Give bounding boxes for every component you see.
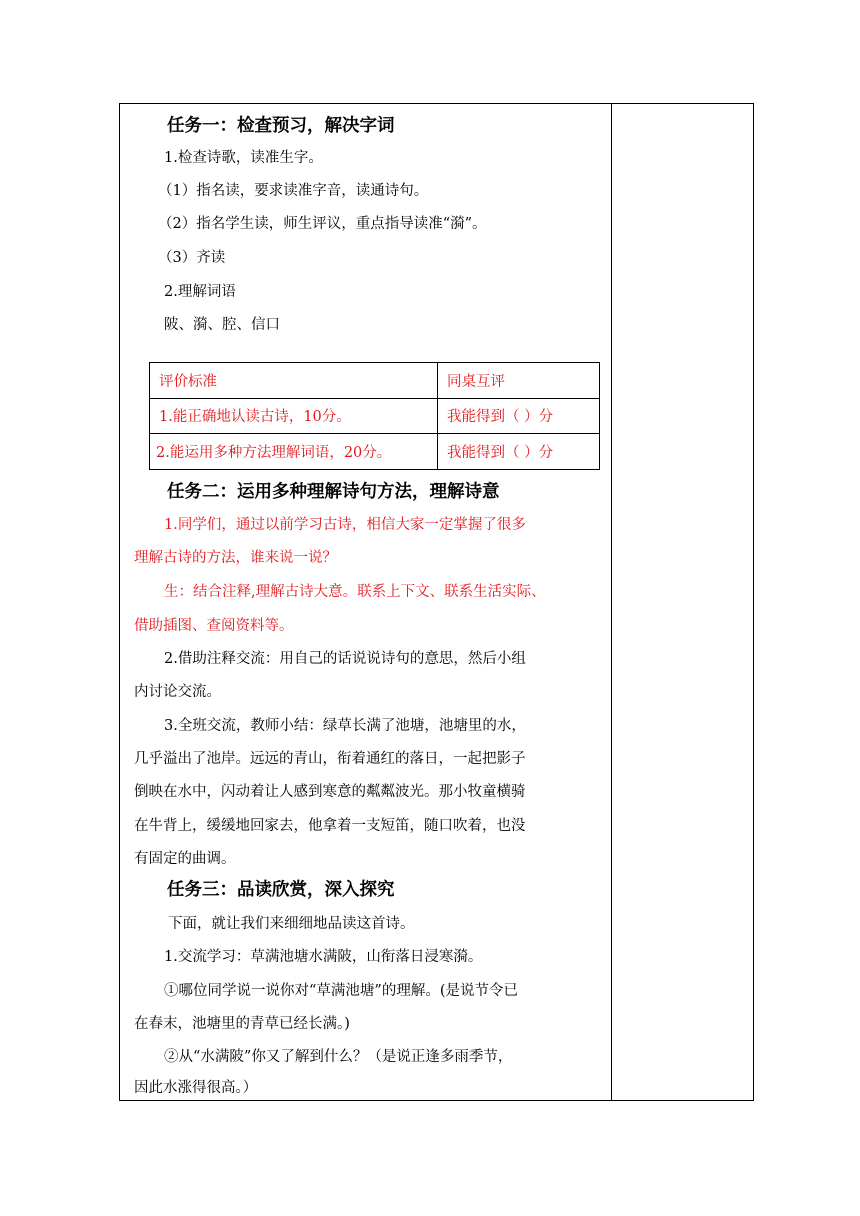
task2-line: 3.全班交流，教师小结：绿草长满了池塘，池塘里的水， <box>164 718 526 734</box>
table-row <box>150 434 600 470</box>
task2-line: 在牛背上，缓缓地回家去，他拿着一支短笛，随口吹着，也没 <box>134 818 526 834</box>
eval-header-criteria: 评价标准 <box>150 363 438 399</box>
task2-line: 内讨论交流。 <box>134 684 221 700</box>
task1-line: （3）齐读 <box>158 250 226 266</box>
task1-line: （1）指名读，要求读准字音，读通诗句。 <box>158 183 429 199</box>
task2-line: 有固定的曲调。 <box>134 851 236 867</box>
eval-criterion: 1.能正确地认读古诗，10分。 <box>150 398 438 434</box>
table-row <box>150 363 600 399</box>
task3-line: ①哪位同学说一说你对“草满池塘”的理解。(是说节令已 <box>164 983 518 999</box>
task3-heading: 任务三：品读欣赏，深入探究 <box>167 880 395 900</box>
task3-line: 1.交流学习：草满池塘水满陂，山衔落日浸寒漪。 <box>164 949 483 965</box>
task1-heading: 任务一：检查预习，解决字词 <box>167 116 395 136</box>
table-row <box>150 398 600 434</box>
task2-line: 理解古诗的方法，谁来说一说？ <box>134 550 337 566</box>
eval-score: 我能得到（ ）分 <box>438 398 600 434</box>
task3-line: 下面，就让我们来细细地品读这首诗。 <box>168 916 415 932</box>
task2-line: 1.同学们，通过以前学习古诗，相信大家一定掌握了很多 <box>164 517 526 533</box>
task1-line: 陂、漪、腔、信口 <box>164 317 280 333</box>
eval-header-peer: 同桌互评 <box>438 363 600 399</box>
eval-score: 我能得到（ ）分 <box>438 434 600 470</box>
task3-line: ②从“水满陂”你又了解到什么？（是说正逢多雨季节， <box>164 1049 513 1065</box>
evaluation-table <box>149 362 600 470</box>
task3-line: 在春末，池塘里的青草已经长满。) <box>134 1016 350 1032</box>
task2-heading: 任务二：运用多种理解诗句方法，理解诗意 <box>167 482 500 502</box>
task1-line: 2.理解词语 <box>164 284 236 300</box>
task2-line: 生：结合注释,理解古诗大意。联系上下文、联系生活实际、 <box>164 584 546 600</box>
eval-criterion: 2.能运用多种方法理解词语，20分。 <box>150 434 438 470</box>
task2-line: 2.借助注释交流：用自己的话说说诗句的意思，然后小组 <box>164 651 526 667</box>
task3-line: 因此水涨得很高。） <box>134 1080 258 1096</box>
task2-line: 几乎溢出了池岸。远远的青山，衔着通红的落日，一起把影子 <box>134 751 526 767</box>
task2-line: 倒映在水中，闪动着让人感到寒意的粼粼波光。那小牧童横骑 <box>134 784 526 800</box>
task1-line: 1.检查诗歌，读准生字。 <box>164 150 323 166</box>
task1-line: （2）指名学生读，师生评议，重点指导读准“漪”。 <box>158 216 487 232</box>
notes-column-divider <box>611 103 612 1101</box>
task2-line: 借助插图、查阅资料等。 <box>134 618 294 634</box>
